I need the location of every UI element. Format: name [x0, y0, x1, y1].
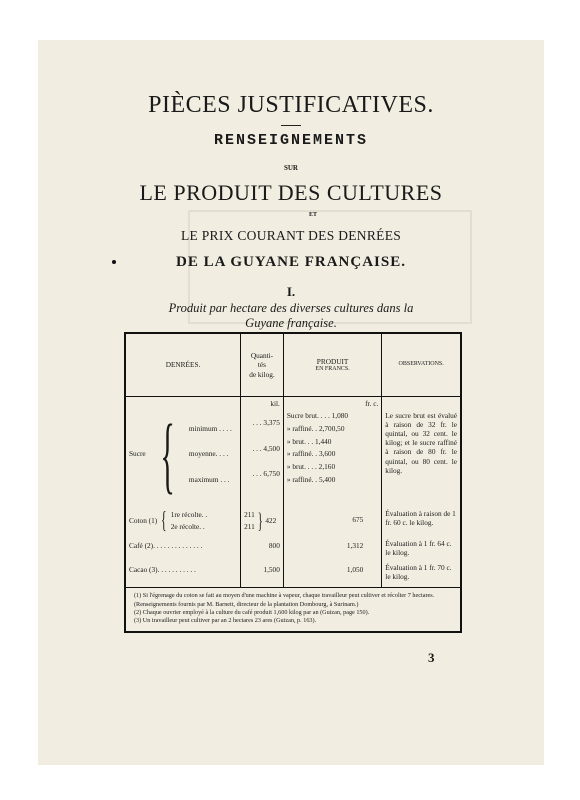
header-produit [283, 333, 381, 397]
subtitle: RENSEIGNEMENTS [213, 132, 369, 149]
coton-product: 675 [283, 499, 381, 535]
et-label: ET [308, 212, 317, 218]
table-row-coton [125, 499, 461, 535]
section-caption-line2: Guyane française. [245, 316, 337, 330]
coton-brace: { [161, 508, 167, 534]
sucre-grades [189, 416, 232, 493]
cacao-qty: 1,500 [241, 559, 284, 588]
cafe-label: Café (2). . . . . . . . . . . . . . [125, 535, 241, 559]
coton-group [129, 509, 237, 533]
sucre-product-4: » raffiné. . 3,600 [286, 449, 336, 459]
coton-qty-cell [241, 499, 284, 535]
document-page [38, 40, 544, 765]
sucre-minimum: minimum . . . . [188, 423, 232, 433]
second-heading: LE PRIX COURANT DES DENRÉES [180, 228, 402, 243]
sucre-label: Sucre [129, 449, 146, 459]
cafe-product: 1,312 [283, 535, 381, 559]
table-row-cafe [125, 535, 461, 559]
coton-recolte-1: 1re récolte. . [170, 510, 208, 520]
coton-observation: Évaluation à raison de 1 fr. 60 c. le kilog. [382, 499, 461, 535]
table-header-row [125, 333, 461, 397]
header-produit-label: PRODUIT [316, 356, 349, 366]
sucre-product-6: » raffiné. . 5,400 [286, 474, 336, 484]
header-denrees [125, 333, 241, 397]
footnote-2: (2) Chaque ouvrier employé à la culture du café produit 1,600 kilog par an (Guizan, page 150). [134, 608, 370, 616]
produce-table [124, 332, 462, 633]
page-number: 3 [428, 650, 435, 665]
footnote-3: (3) Un travailleur peut cultiver par an 2 hectares 23 ares (Guizan, p. 163). [134, 616, 317, 624]
cacao-product: 1,050 [283, 559, 381, 588]
cafe-observation: Évaluation à 1 fr. 64 c. le kilog. [382, 535, 461, 559]
unit-kil: kil. [270, 399, 280, 408]
coton-qty-total: 422 [265, 516, 277, 526]
coton-partials [244, 509, 255, 532]
sucre-denree-cell [125, 397, 241, 500]
main-heading: LE PRODUIT DES CULTURES [139, 180, 443, 205]
coton-harvests [171, 509, 207, 532]
header-denrees-label: DENRÉES. [165, 360, 201, 370]
header-quantites [241, 333, 284, 397]
sucre-group [129, 406, 237, 502]
coton-recolte-2: 2e récolte. . [170, 522, 205, 531]
sucre-quantities [244, 410, 280, 487]
coton-denree-cell [125, 499, 241, 535]
cacao-observation: Évaluation à 1 fr. 70 c. le kilog. [382, 559, 461, 588]
table-notes-row [125, 588, 461, 632]
cacao-label: Cacao (3). . . . . . . . . . . [125, 559, 241, 588]
title-rule [281, 125, 301, 126]
sucre-observation: Le sucre brut est évalué à raison de 32 fr. le quintal, ou 32 cent. le kilog; et le sucre raffiné à raison de 80 fr. le quintal, ou 80 cent. le kilog. [382, 397, 461, 500]
sucre-product-1: Sucre brut. . . . 1,080 [286, 411, 349, 421]
coton-qty-brace: } [257, 507, 263, 533]
table-row-cacao [125, 559, 461, 588]
sucre-product-cell [283, 397, 381, 500]
section-caption-line1: Produit par hectare des diverses cultures dans la [168, 301, 414, 315]
sucre-maximum-qty: . . . 6,750 [252, 469, 280, 479]
header-quantites-line1: Quanti- [250, 351, 274, 361]
region-heading: DE LA GUYANE FRANÇAISE. [176, 254, 406, 270]
table-notes-cell [125, 588, 461, 632]
sucre-moyenne: moyenne. . . . [188, 449, 229, 459]
coton-qty-group [244, 509, 280, 532]
header-produit-sub: EN FRANCS. [315, 365, 350, 372]
cafe-qty: 800 [241, 535, 284, 559]
sucre-product-2: » raffiné. . 2,700,50 [286, 423, 345, 433]
section-number: I. [286, 284, 296, 299]
footnote-1: (1) Si l'égrenage du coton se fait au moyen d'une machine à vapeur, chaque travailleur peut cultiver et récolter 7 hectares. (Renseignements fournis par M. Barnett, directeur de la plantation Dombourg, à Surinam.) [134, 592, 435, 608]
sucre-moyenne-qty: . . . 4,500 [252, 443, 280, 453]
sucre-product-5: » brut. . . . 2,160 [286, 462, 336, 472]
sur-label: SUR [283, 164, 298, 172]
table-row-sucre [125, 397, 461, 500]
coton-qty-1: 211 [244, 510, 255, 519]
sucre-brace: { [160, 406, 175, 502]
page-title: PIÈCES JUSTIFICATIVES. [148, 92, 434, 118]
header-observations [382, 333, 461, 397]
sucre-product-3: » brut. . . 1,440 [286, 436, 332, 446]
coton-label: Coton (1) [129, 516, 158, 526]
sucre-minimum-qty: . . . 3,375 [252, 418, 280, 428]
header-observations-label: OBSERVATIONS. [398, 361, 444, 368]
unit-fr: fr. c. [365, 399, 379, 408]
sucre-qty-cell [241, 397, 284, 500]
header-quantites-line2: tés [257, 360, 267, 370]
sucre-products [287, 410, 378, 487]
sucre-maximum: maximum . . . [188, 474, 230, 484]
coton-qty-2: 211 [244, 521, 255, 531]
header-quantites-line3: de kilog. [249, 369, 275, 379]
